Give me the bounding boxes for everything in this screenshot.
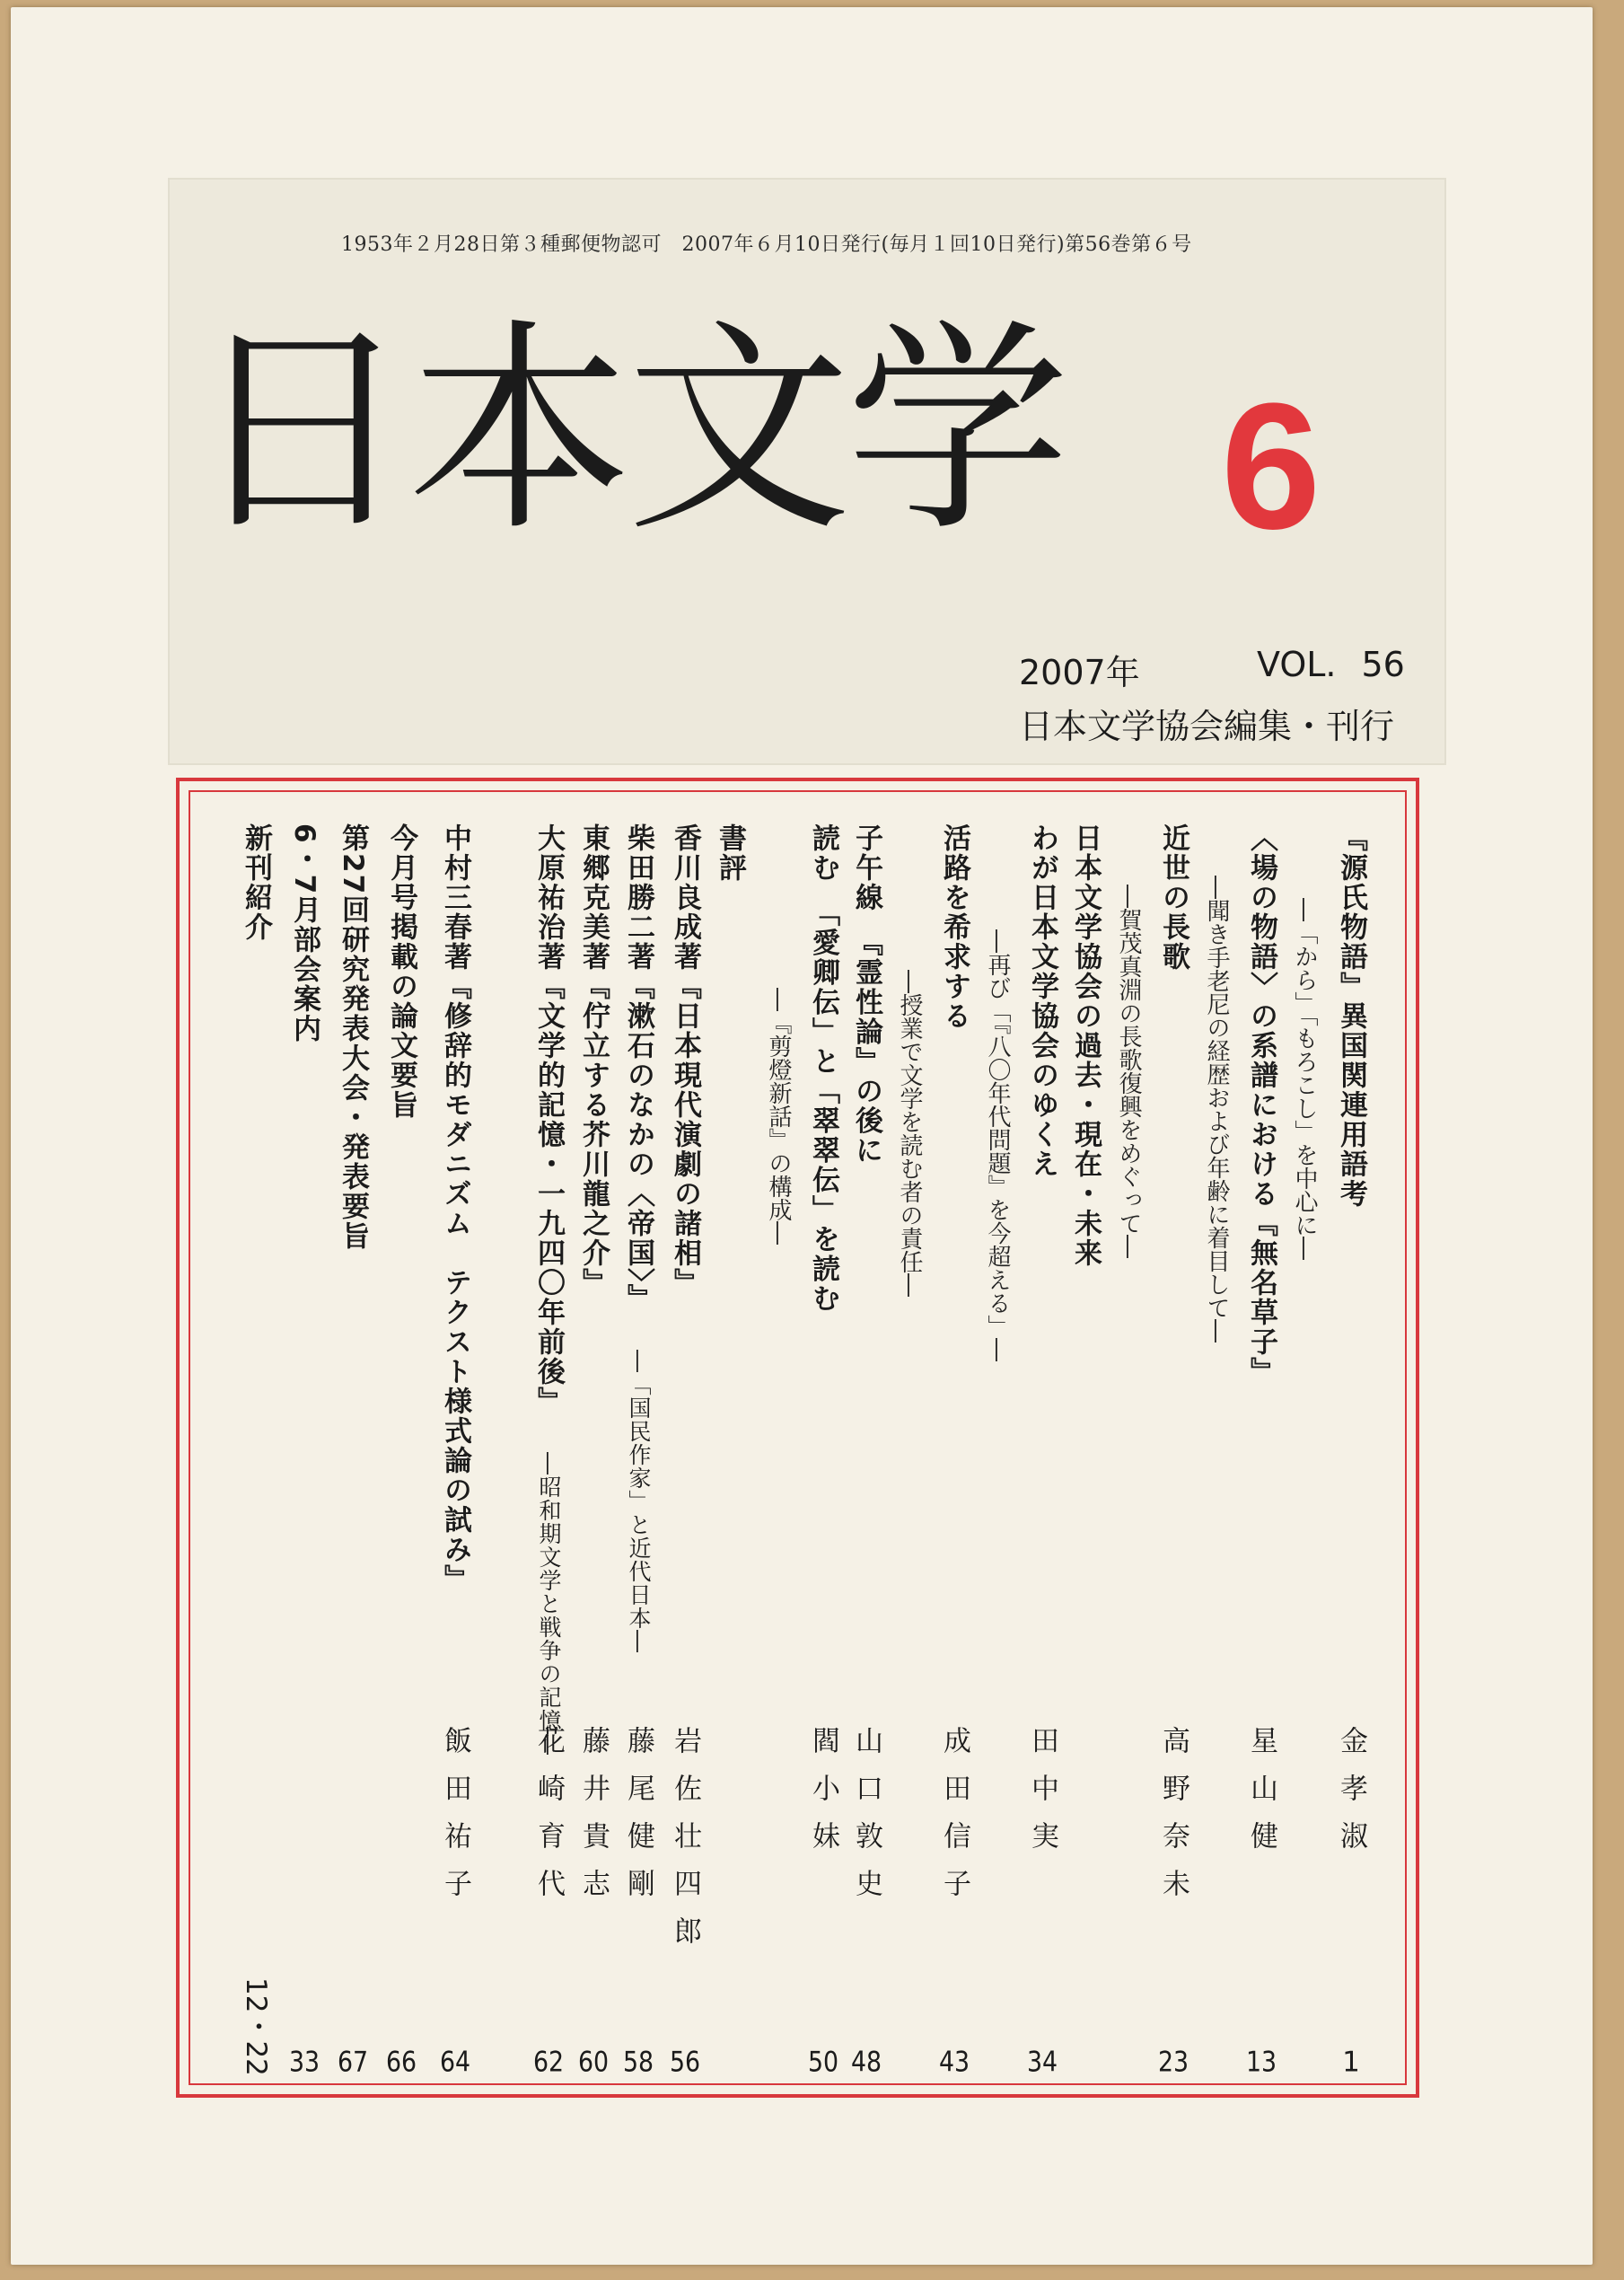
toc-author: 飯田祐子 <box>439 1726 471 1916</box>
toc-entry[interactable] <box>433 823 478 2076</box>
toc-page: 23 <box>1157 2048 1189 2076</box>
toc-entry[interactable] <box>801 823 846 2076</box>
toc-title: 今月号掲載の論文要旨 <box>385 823 417 1120</box>
toc-title: わが日本文学協会のゆくえ <box>1026 823 1058 1179</box>
toc-author: 藤尾健剛 <box>622 1726 654 1916</box>
toc-subtitle: ―聞き手老尼の経歴および年齢に着目して― <box>1203 876 1230 1342</box>
toc-author: 高野奈未 <box>1157 1726 1189 1916</box>
toc-author: 花崎育代 <box>532 1726 565 1916</box>
toc-subtitle: ―「国民作家」と近代日本― <box>626 1349 652 1653</box>
toc-subtitle: ―昭和期文学と戦争の記憶― <box>536 1452 562 1756</box>
toc-title: 『源氏物語』異国関連用語考 <box>1335 823 1367 1209</box>
toc-entry[interactable] <box>844 823 889 2076</box>
toc-page: 67 <box>337 2048 369 2076</box>
toc-page: 34 <box>1026 2048 1058 2076</box>
toc-page: 50 <box>807 2048 839 2076</box>
toc-subtitle: ―「から」「もろこし」を中心に― <box>1291 898 1318 1260</box>
toc-author: 藤井貴志 <box>577 1726 610 1916</box>
toc-entry[interactable] <box>616 823 661 2076</box>
toc-page: 33 <box>288 2048 320 2076</box>
toc-entry[interactable] <box>1063 823 1108 2076</box>
magazine-title: 日本文学 <box>189 300 1065 561</box>
toc-title: 読む 「愛卿伝」と「翠翠伝」を読む <box>807 823 839 1314</box>
toc-author: 金孝淑 <box>1335 1726 1367 1869</box>
toc-author: 閻小妹 <box>807 1726 839 1869</box>
toc-author: 星山健 <box>1245 1726 1277 1869</box>
toc-title: 中村三春著『修辞的モダニズム テクスト様式論の試み』 <box>439 823 471 1594</box>
volume-number: 56 <box>1361 645 1405 684</box>
toc-entry[interactable] <box>1020 823 1065 2076</box>
toc-page: 43 <box>938 2048 970 2076</box>
toc-entry[interactable] <box>571 823 616 2076</box>
issue-year: 2007年 <box>1019 653 1140 692</box>
toc-title: 日本文学協会の過去・現在・未来 <box>1069 823 1102 1268</box>
toc-title: 新刊紹介 <box>240 823 272 942</box>
toc-entry[interactable] <box>1239 823 1284 2076</box>
toc-subtitle: ―『剪燈新話』の構成― <box>765 988 792 1245</box>
toc-author: 山口敦史 <box>850 1726 882 1916</box>
toc-page: 60 <box>577 2048 610 2076</box>
toc-entry[interactable] <box>1151 823 1196 2076</box>
toc-author: 成田信子 <box>938 1726 970 1916</box>
toc-page: 62 <box>532 2048 565 2076</box>
toc-page: 58 <box>622 2048 654 2076</box>
toc-page: 1 <box>1342 2048 1360 2076</box>
toc-title: 子午線 『霊性論』の後に <box>850 823 882 1166</box>
toc-subtitle: ―賀茂真淵の長歌復興をめぐって― <box>1115 885 1142 1258</box>
toc-title: 柴田勝二著『漱石のなかの〈帝国〉』 <box>622 823 654 1314</box>
volume-label <box>1257 645 1405 684</box>
publisher: 日本文学協会編集・刊行 <box>1019 707 1395 746</box>
toc-entry[interactable] <box>282 823 327 2076</box>
postal-permit-line: 1953年２月28日第３種郵便物認可 2007年６月10日発行(毎月１回10日発行)第56巻第６号 <box>341 233 1192 256</box>
issue-number: 6 <box>1221 366 1321 567</box>
toc-title: 書評 <box>714 823 746 883</box>
volume-prefix: VOL. <box>1257 645 1337 684</box>
toc-author: 田中実 <box>1026 1726 1058 1869</box>
toc-page: 56 <box>669 2048 701 2076</box>
toc-entry[interactable] <box>330 823 375 2076</box>
toc-subtitle: ―授業で文学を読む者の責任― <box>896 970 923 1297</box>
toc-title: 近世の長歌 <box>1157 823 1189 972</box>
toc-page: 48 <box>850 2048 882 2076</box>
toc-entry[interactable] <box>526 823 571 2076</box>
toc-entry[interactable] <box>663 823 707 2076</box>
toc-subtitle: ―再び「『八〇年代問題』を今超える」― <box>984 929 1011 1361</box>
toc-entry[interactable] <box>707 823 752 2076</box>
toc-entry[interactable] <box>379 823 424 2076</box>
toc-title: 〈場の物語〉の系譜における『無名草子』 <box>1245 823 1277 1386</box>
toc-entry[interactable] <box>1329 823 1374 2076</box>
toc-entry[interactable] <box>932 823 977 2076</box>
toc-entry[interactable] <box>233 823 278 2076</box>
toc-title: 第27回研究発表大会・発表要旨 <box>337 823 369 1252</box>
toc-title: 活路を希求する <box>938 823 970 1031</box>
toc-title: 東郷克美著『佇立する芥川龍之介』 <box>577 823 610 1298</box>
toc-title: 大原祐治著『文学的記憶・一九四〇年前後』 <box>532 823 565 1416</box>
toc-page: 12・22 <box>240 1977 272 2076</box>
toc-title: 6・7月部会案内 <box>288 823 320 1044</box>
toc-page: 13 <box>1245 2048 1277 2076</box>
toc-page: 64 <box>439 2048 471 2076</box>
toc-title: 香川良成著『日本現代演劇の諸相』 <box>669 823 701 1298</box>
toc-author: 岩佐壮四郎 <box>669 1726 701 1964</box>
toc-page: 66 <box>385 2048 417 2076</box>
